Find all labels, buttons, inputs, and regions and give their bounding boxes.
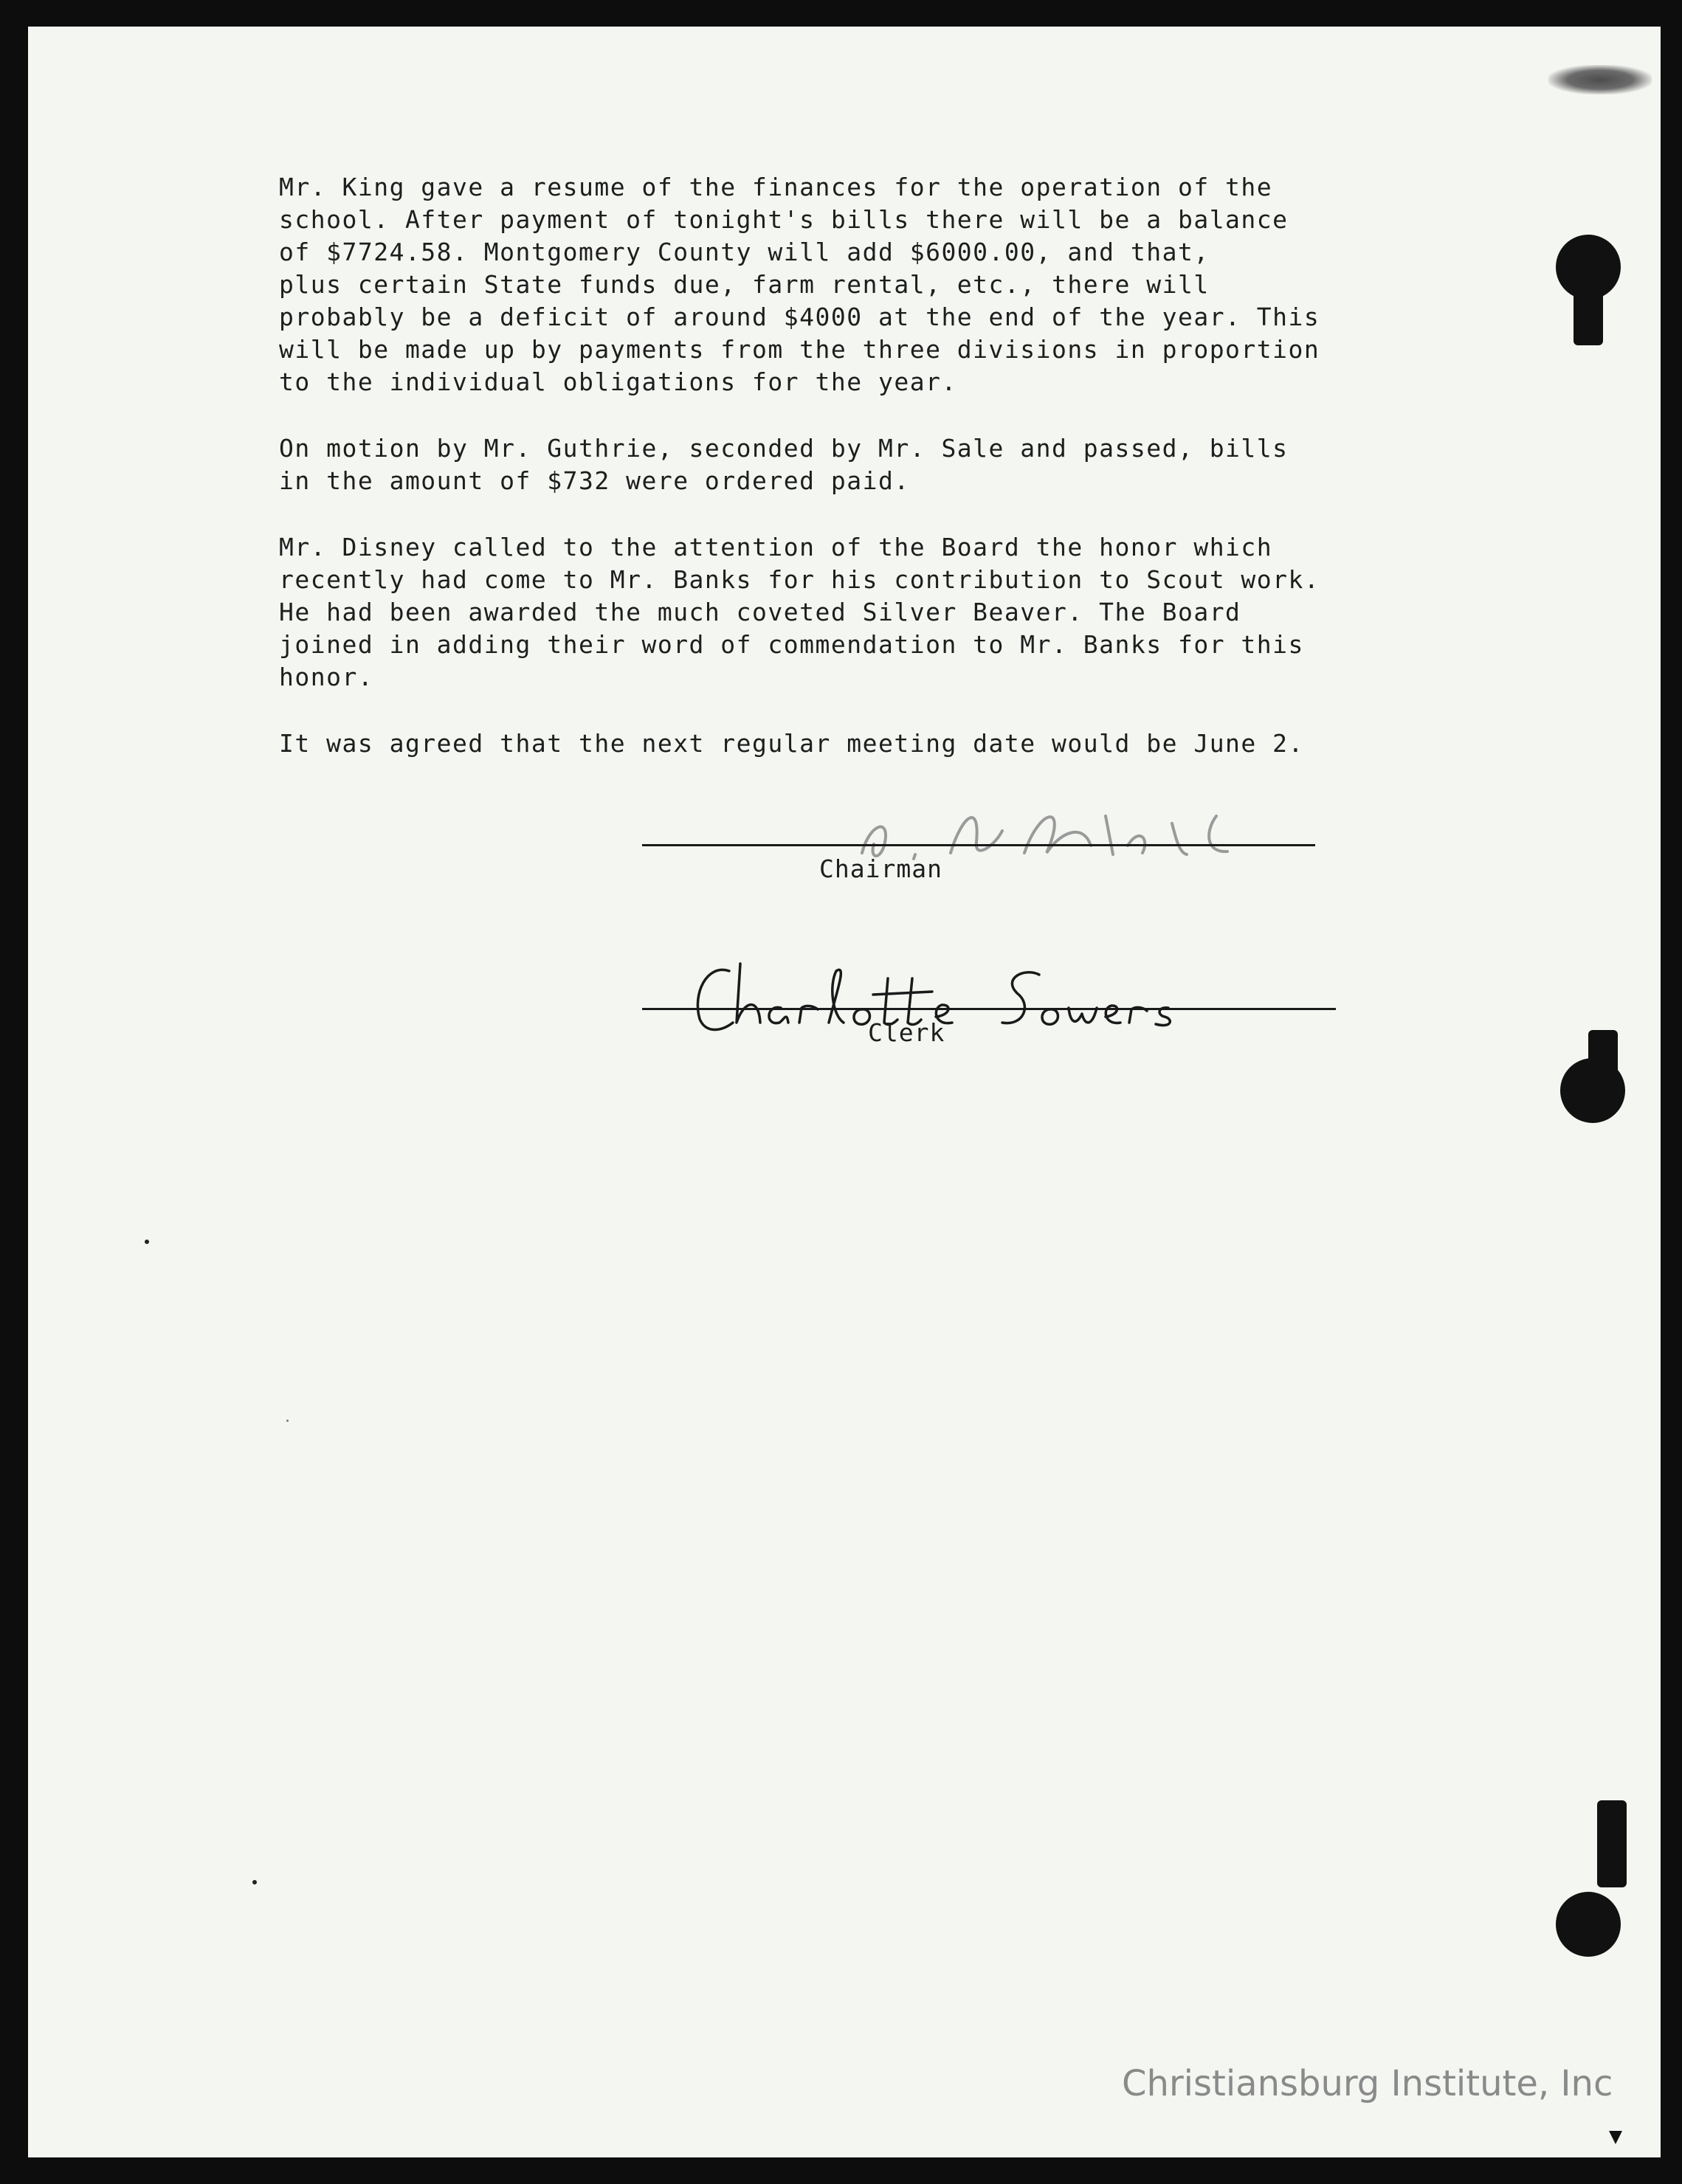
document-page [28,27,1661,2157]
paragraph-finances: Mr. King gave a resume of the finances for the operation of the school. After payment of tonight's bills there will be a balance of $7724.58. Montgomery County will add $6000.00, and that, plus certain State funds due, farm rental, etc., there will probably be a deficit of around $4000 at the end of the year. This will be made up by payments from the three divisions in proportion to the individual obligations for the year. [279,173,1320,396]
binder-hole-tab-top [1574,266,1603,345]
chairman-label: Chairman [819,854,942,883]
paragraph-bills-motion: On motion by Mr. Guthrie, seconded by Mr. Sale and passed, bills in the amount of $732 were ordered paid. [279,434,1289,495]
clerk-label: Clerk [868,1018,945,1047]
paragraph-next-meeting: It was agreed that the next regular meeting date would be June 2. [279,729,1304,758]
paper-speck [252,1880,257,1884]
paper-speck [286,1420,289,1422]
clerk-signature [678,949,1268,1045]
paragraph-silver-beaver: Mr. Disney called to the attention of the Board the honor which recently had come to Mr. Banks for his contribution to Scout work. He had been awarded the much coveted Silver Beaver. The Board joined in adding their word of commendation to Mr. Banks for this honor. [279,533,1320,691]
binder-hole-bottom [1556,1892,1621,1957]
clerk-signature-line [642,1008,1336,1010]
archive-watermark: Christiansburg Institute, Inc [1122,2063,1613,2104]
paper-speck [145,1240,149,1244]
binder-hole-tab-bottom [1597,1800,1627,1887]
chairman-signature-line [642,844,1315,846]
minutes-body [279,171,1371,794]
ink-smudge [1548,65,1652,94]
binder-hole-middle [1560,1058,1625,1123]
